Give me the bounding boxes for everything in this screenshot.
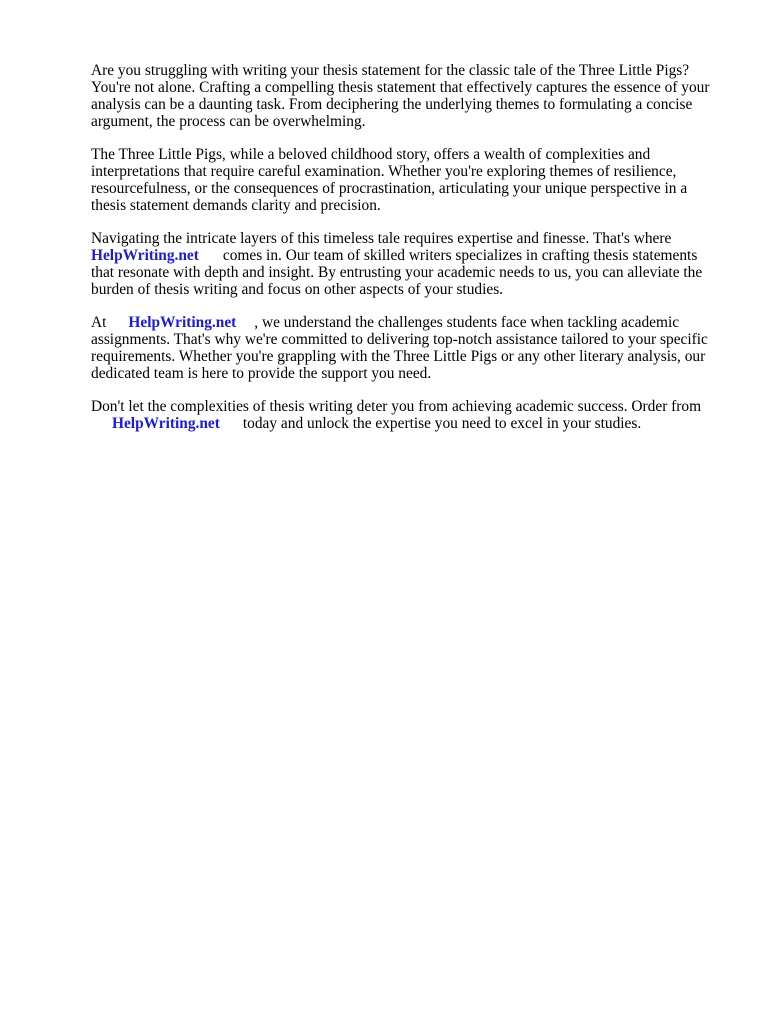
text-fragment: , we understand the challenges students face when tackling academic: [254, 314, 680, 331]
text-line: argument, the process can be overwhelming.: [91, 113, 366, 130]
text-line: The Three Little Pigs, while a beloved childhood story, offers a wealth of complexities and: [91, 146, 651, 163]
helpwriting-link[interactable]: HelpWriting.net: [112, 415, 220, 432]
helpwriting-link[interactable]: HelpWriting.net: [128, 314, 237, 331]
helpwriting-link[interactable]: HelpWriting.net: [91, 247, 199, 264]
paragraph-at-helpwriting: [91, 314, 731, 382]
paragraph-intro: [91, 62, 731, 130]
text-line: [91, 314, 731, 331]
text-line: You're not alone. Crafting a compelling thesis statement that effectively captures the essence of your: [91, 79, 710, 96]
text-fragment: At: [91, 314, 107, 331]
text-line: requirements. Whether you're grappling with the Three Little Pigs or any other literary analysis, our: [91, 348, 706, 365]
text-line: dedicated team is here to provide the support you need.: [91, 365, 432, 382]
paragraph-navigating: [91, 230, 731, 298]
text-line: analysis can be a daunting task. From deciphering the underlying themes to formulating a concise: [91, 96, 693, 113]
text-line: Navigating the intricate layers of this timeless tale requires expertise and finesse. That's where: [91, 230, 672, 247]
text-line: assignments. That's why we're committed to delivering top-notch assistance tailored to your specific: [91, 331, 708, 348]
paragraph-call-to-action: [91, 398, 731, 432]
text-fragment: today and unlock the expertise you need to excel in your studies.: [242, 415, 642, 432]
text-line: that resonate with depth and insight. By entrusting your academic needs to us, you can alleviate the: [91, 264, 703, 281]
text-line: resourcefulness, or the consequences of procrastination, articulating your unique perspective in a: [91, 180, 688, 197]
paragraph-story: [91, 146, 731, 214]
text-line: [91, 247, 731, 264]
text-line: [91, 415, 731, 432]
document-page: [91, 62, 731, 448]
text-fragment: comes in. Our team of skilled writers specializes in crafting thesis statements: [222, 247, 698, 264]
text-line: Don't let the complexities of thesis writing deter you from achieving academic success. Order from: [91, 398, 702, 415]
text-line: burden of thesis writing and focus on other aspects of your studies.: [91, 281, 504, 298]
text-line: thesis statement demands clarity and precision.: [91, 197, 381, 214]
text-line: Are you struggling with writing your thesis statement for the classic tale of the Three Little Pigs?: [91, 62, 690, 79]
text-line: interpretations that require careful examination. Whether you're exploring themes of resilience,: [91, 163, 677, 180]
